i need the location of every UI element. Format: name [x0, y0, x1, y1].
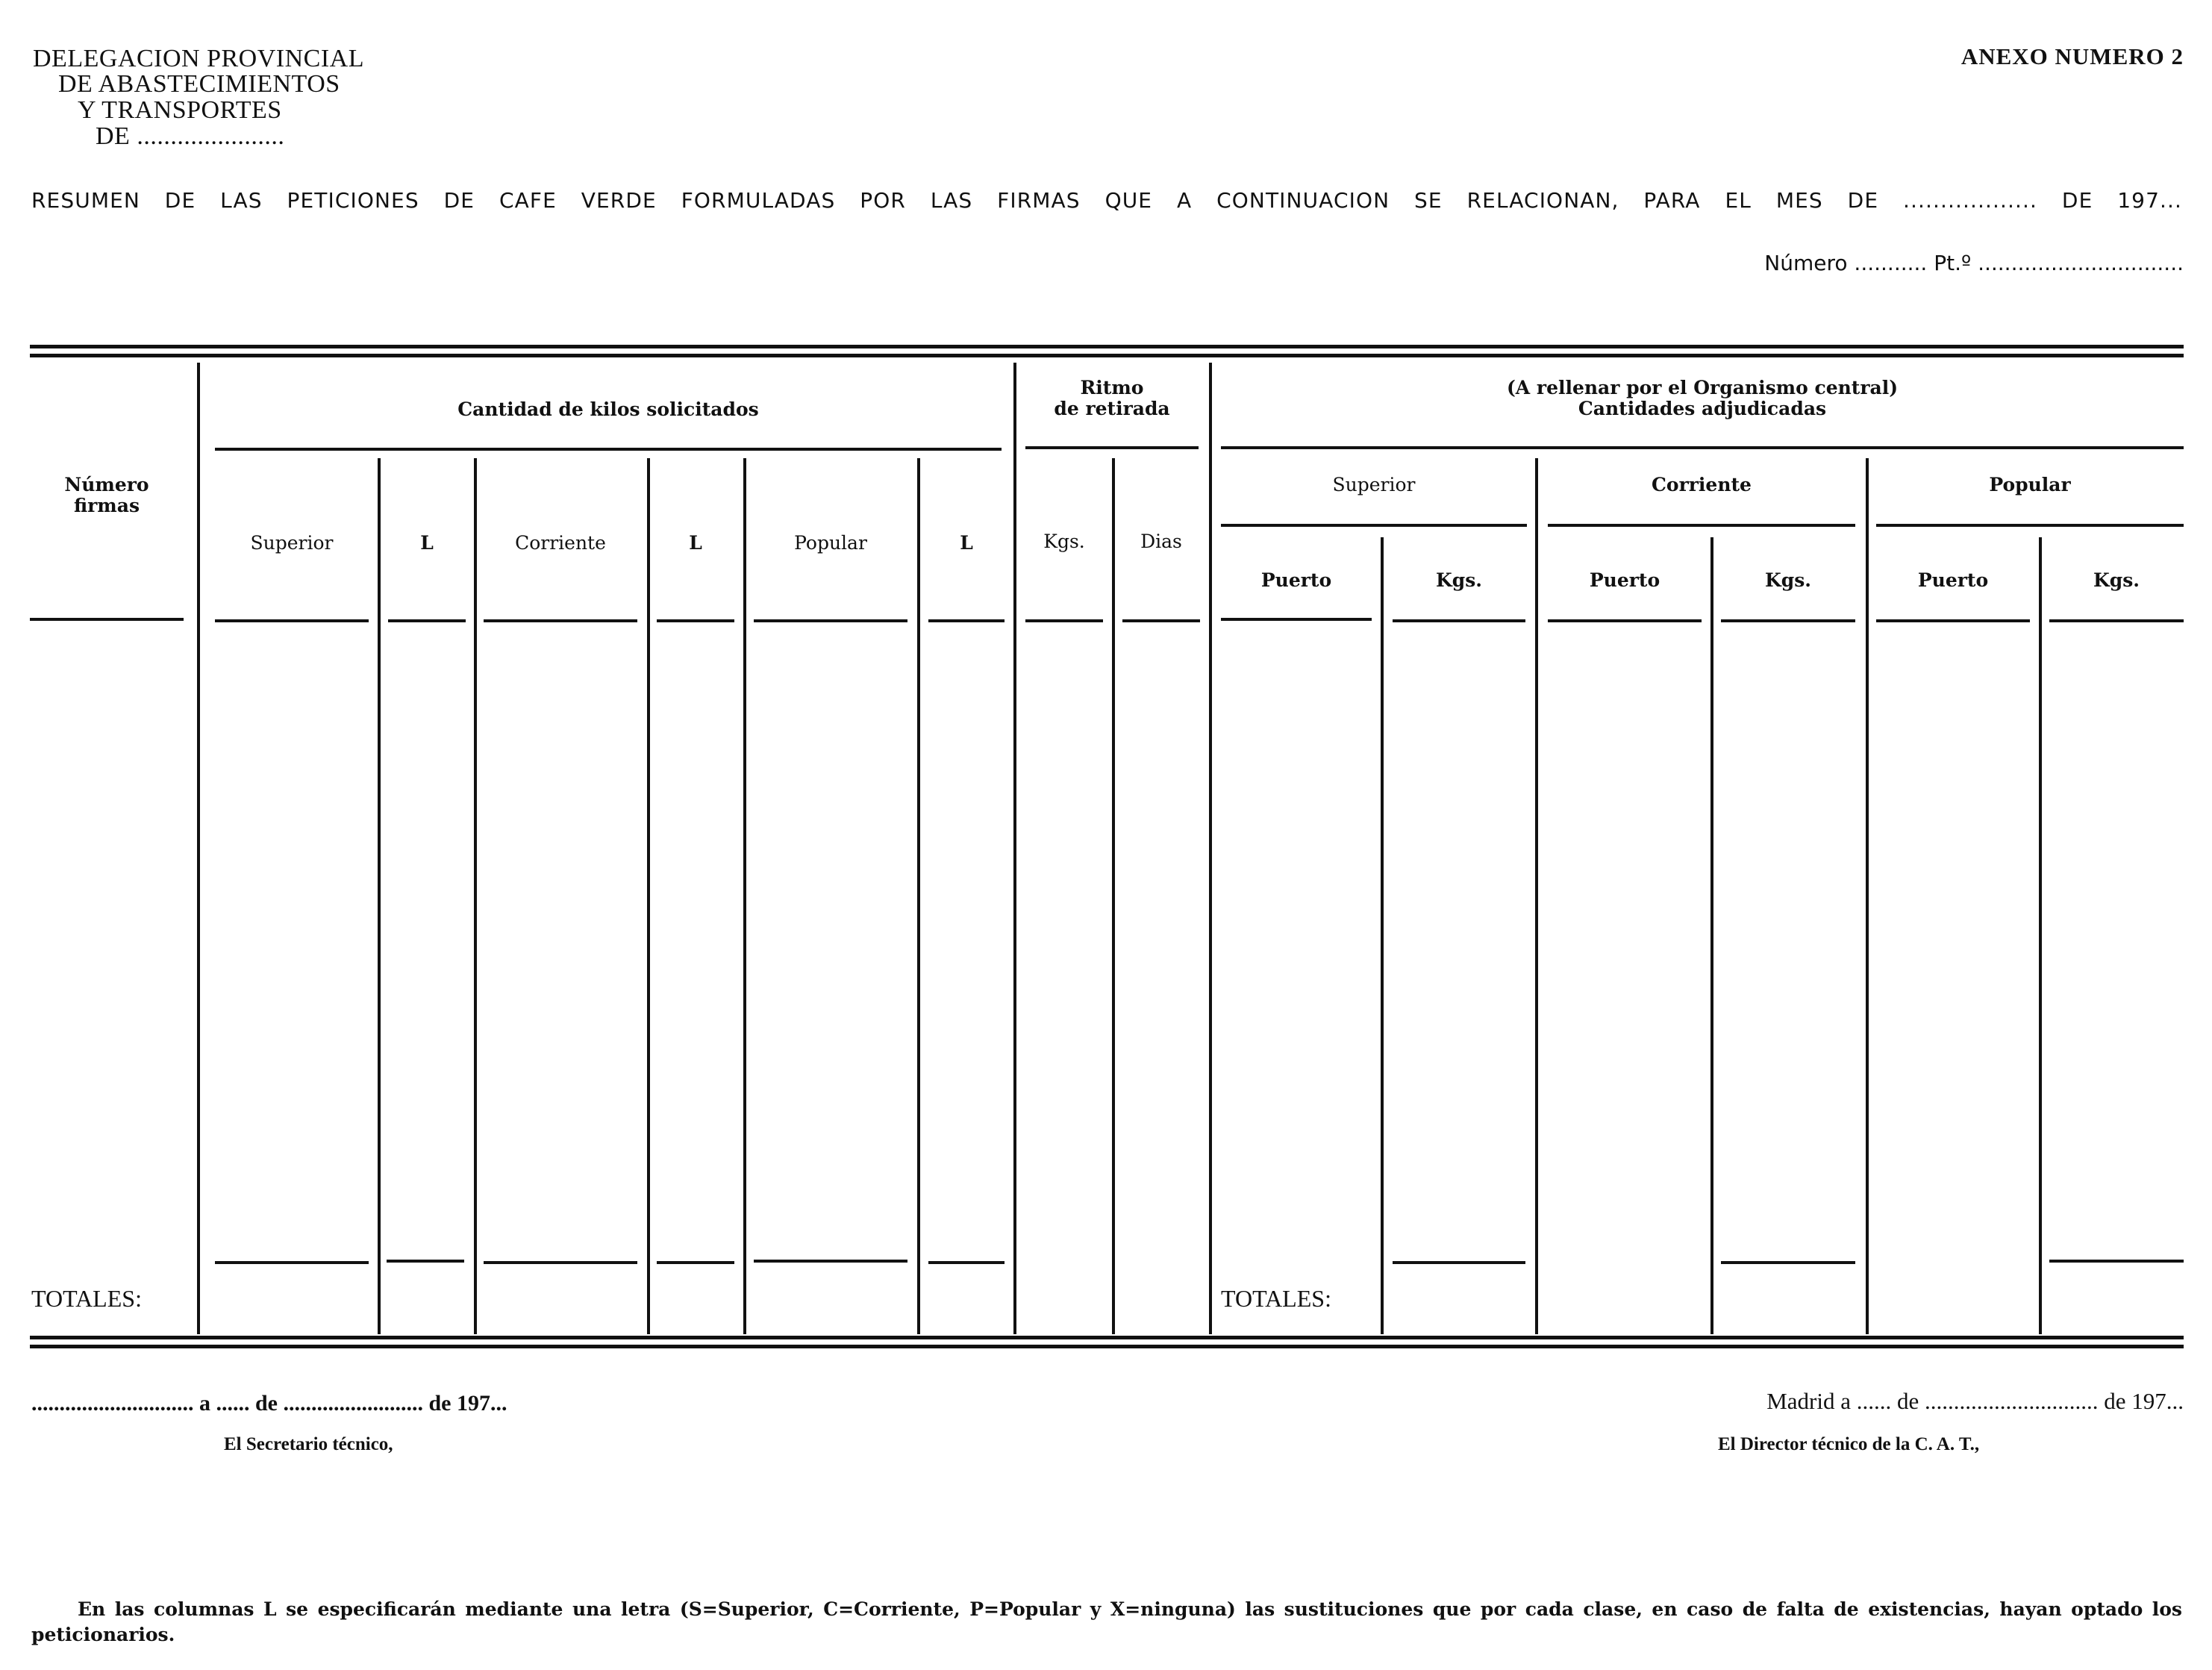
col-divider-4	[743, 458, 746, 1334]
ritmo-group-rule	[1025, 446, 1199, 449]
col-cor-kgs: Kgs.	[1765, 569, 1811, 591]
group-cantidad-kilos: Cantidad de kilos solicitados	[457, 398, 759, 420]
signature-right-role: El Director técnico de la C. A. T.,	[1718, 1434, 1980, 1454]
header-underline	[2049, 619, 2184, 622]
reference-number: Número ........... Pt.º ...............................	[1764, 251, 2184, 275]
office-line-2: DE ABASTECIMIENTOS	[58, 70, 340, 98]
col-ritmo-kgs: Kgs.	[1043, 531, 1085, 552]
header-underline	[1548, 619, 1702, 622]
header-underline	[754, 619, 907, 622]
popular-sub-rule	[1876, 524, 2184, 527]
col-cantidad-l2: L	[689, 532, 702, 554]
totals-rule	[1721, 1261, 1855, 1264]
totals-label-right: TOTALES:	[1221, 1285, 1331, 1312]
totals-label-left: TOTALES:	[31, 1285, 142, 1312]
table-top-rule-2	[30, 354, 2184, 357]
totals-rule	[484, 1261, 637, 1264]
col-divider-2	[474, 458, 477, 1334]
office-line-3: Y TRANSPORTES	[78, 96, 282, 124]
header-underline	[1122, 619, 1200, 622]
adjudicadas-popular: Popular	[1989, 474, 2071, 495]
col-divider-pop-puerto	[2039, 537, 2042, 1334]
totals-rule	[928, 1261, 1005, 1264]
adjudicadas-group-rule	[1221, 446, 2184, 449]
document-title: RESUMEN DE LAS PETICIONES DE CAFE VERDE FORMULADAS POR LAS FIRMAS QUE A CONTINUACION SE RELACIONAN, PARA EL MES DE .................. DE 197...	[31, 188, 2182, 213]
header-underline	[1876, 619, 2030, 622]
col-divider-superior-end	[1535, 458, 1538, 1334]
table-top-rule-1	[30, 345, 2184, 348]
adjudicadas-superior: Superior	[1332, 474, 1416, 495]
col-divider-1	[378, 458, 381, 1334]
header-underline	[484, 619, 637, 622]
signature-left-role: El Secretario técnico,	[224, 1434, 393, 1454]
col-numero-firmas: Número firmas	[64, 474, 149, 516]
cantidad-group-rule	[215, 448, 1002, 451]
header-underline	[1221, 618, 1372, 621]
col-cantidad-l1: L	[420, 532, 434, 554]
office-line-4: DE ......................	[96, 122, 285, 150]
col-divider-3	[647, 458, 650, 1334]
col-cantidad-corriente: Corriente	[515, 532, 606, 554]
group-ritmo-retirada: Ritmo de retirada	[1054, 377, 1170, 419]
col-divider-firmas	[197, 363, 200, 1334]
col-sup-kgs: Kgs.	[1436, 569, 1482, 591]
header-underline	[1721, 619, 1855, 622]
col-divider-corriente-end	[1866, 458, 1869, 1334]
signature-right-date: Madrid a ...... de .............................. de 197...	[1766, 1388, 2184, 1414]
col-pop-kgs: Kgs.	[2093, 569, 2140, 591]
table-bottom-rule-1	[30, 1336, 2184, 1339]
superior-sub-rule	[1221, 524, 1527, 527]
totals-rule	[215, 1261, 369, 1264]
col-divider-cantidad-end	[1013, 363, 1016, 1334]
header-underline	[1025, 619, 1103, 622]
col-sup-puerto: Puerto	[1260, 569, 1332, 591]
header-underline	[388, 619, 466, 622]
header-underline	[30, 618, 184, 621]
signature-left-date: ............................. a ...... de ......................... de 197...	[31, 1391, 507, 1416]
totals-rule	[1393, 1261, 1525, 1264]
header-underline	[215, 619, 369, 622]
totals-rule	[754, 1260, 907, 1263]
corriente-sub-rule	[1548, 524, 1855, 527]
col-divider-sup-puerto	[1381, 537, 1384, 1334]
col-cantidad-popular: Popular	[794, 532, 867, 554]
header-underline	[928, 619, 1005, 622]
group-adjudicadas: (A rellenar por el Organismo central) Cantidades adjudicadas	[1506, 377, 1899, 419]
col-cor-puerto: Puerto	[1589, 569, 1660, 591]
col-pop-puerto: Puerto	[1917, 569, 1989, 591]
footnote: En las columnas L se especificarán mediante una letra (S=Superior, C=Corriente, P=Popular y X=ninguna) las sustituciones que por cada clase, en caso de falta de existencias, hayan optado los peticionarios.	[31, 1598, 2182, 1645]
totals-rule	[657, 1261, 734, 1264]
col-cantidad-superior: Superior	[250, 532, 334, 554]
totals-rule	[2049, 1260, 2184, 1263]
adjudicadas-corriente: Corriente	[1652, 474, 1752, 495]
office-line-1: DELEGACION PROVINCIAL	[33, 45, 364, 72]
totals-rule	[387, 1260, 464, 1263]
header-underline	[1393, 619, 1525, 622]
col-divider-ritmo	[1112, 458, 1115, 1334]
col-divider-cor-puerto	[1710, 537, 1713, 1334]
header-underline	[657, 619, 734, 622]
col-divider-5	[917, 458, 920, 1334]
table-bottom-rule-2	[30, 1345, 2184, 1348]
col-divider-ritmo-end	[1209, 363, 1212, 1334]
col-ritmo-dias: Dias	[1140, 531, 1182, 552]
annex-number: ANEXO NUMERO 2	[1961, 43, 2184, 69]
col-cantidad-l3: L	[960, 532, 973, 554]
